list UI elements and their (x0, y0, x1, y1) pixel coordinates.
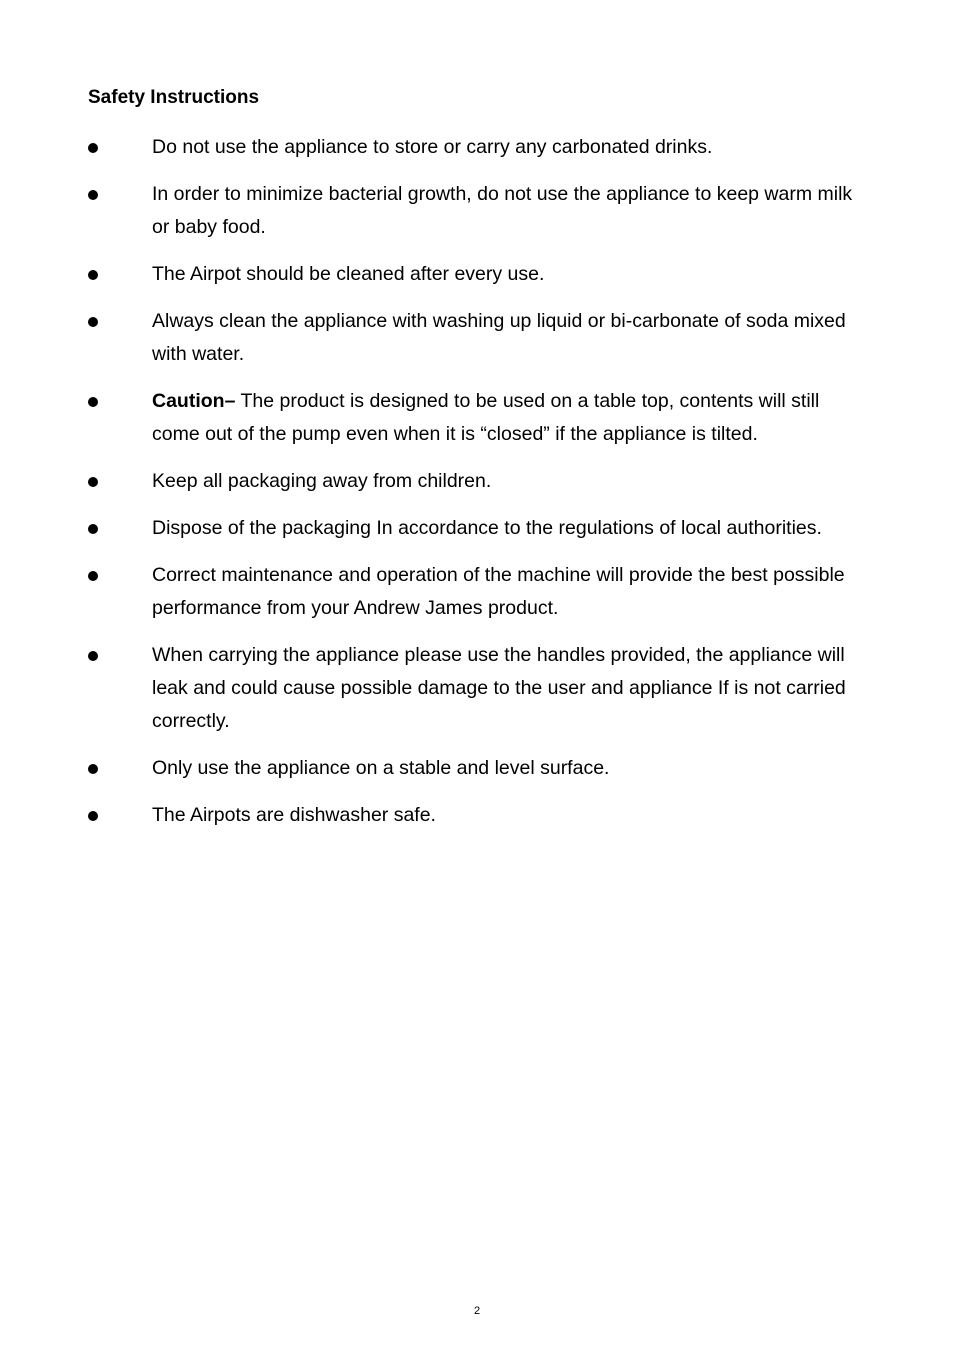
list-item (88, 512, 868, 545)
list-item (88, 639, 868, 738)
list-item (88, 799, 868, 832)
bullet-icon (88, 651, 98, 661)
list-item (88, 559, 868, 625)
bullet-icon (88, 270, 98, 280)
list-item (88, 385, 868, 451)
list-item (88, 752, 868, 785)
bullet-icon (88, 524, 98, 534)
list-item (88, 131, 868, 164)
bullet-icon (88, 317, 98, 327)
bullet-icon (88, 764, 98, 774)
list-item-text: Do not use the appliance to store or carry any carbonated drinks. (152, 136, 713, 158)
list-item-text: Only use the appliance on a stable and level surface. (152, 757, 610, 779)
bullet-icon (88, 143, 98, 153)
section-heading: Safety Instructions (88, 87, 260, 108)
safety-instructions-list (88, 131, 868, 846)
list-item (88, 305, 868, 371)
page-number: 2 (473, 1305, 481, 1317)
list-item (88, 465, 868, 498)
caution-label: Caution– (152, 390, 236, 412)
list-item-text: The product is designed to be used on a table top, contents will still come out of the pump even when it is “closed” if the appliance is tilted. (152, 390, 820, 445)
list-item-text: Correct maintenance and operation of the machine will provide the best possible performance from your Andrew James product. (152, 564, 845, 619)
bullet-icon (88, 571, 98, 581)
list-item-text: The Airpots are dishwasher safe. (152, 804, 436, 826)
list-item-text: In order to minimize bacterial growth, do not use the appliance to keep warm milk or baby food. (152, 183, 853, 238)
list-item-text: When carrying the appliance please use the handles provided, the appliance will leak and could cause possible damage to the user and appliance If is not carried correctly. (152, 644, 846, 732)
list-item (88, 258, 868, 291)
list-item-text: Dispose of the packaging In accordance to the regulations of local authorities. (152, 517, 822, 539)
list-item (88, 178, 868, 244)
list-item-text: Always clean the appliance with washing up liquid or bi-carbonate of soda mixed with water. (152, 310, 846, 365)
bullet-icon (88, 477, 98, 487)
list-item-text: The Airpot should be cleaned after every use. (152, 263, 545, 285)
bullet-icon (88, 397, 98, 407)
list-item-text: Keep all packaging away from children. (152, 470, 492, 492)
bullet-icon (88, 190, 98, 200)
bullet-icon (88, 811, 98, 821)
